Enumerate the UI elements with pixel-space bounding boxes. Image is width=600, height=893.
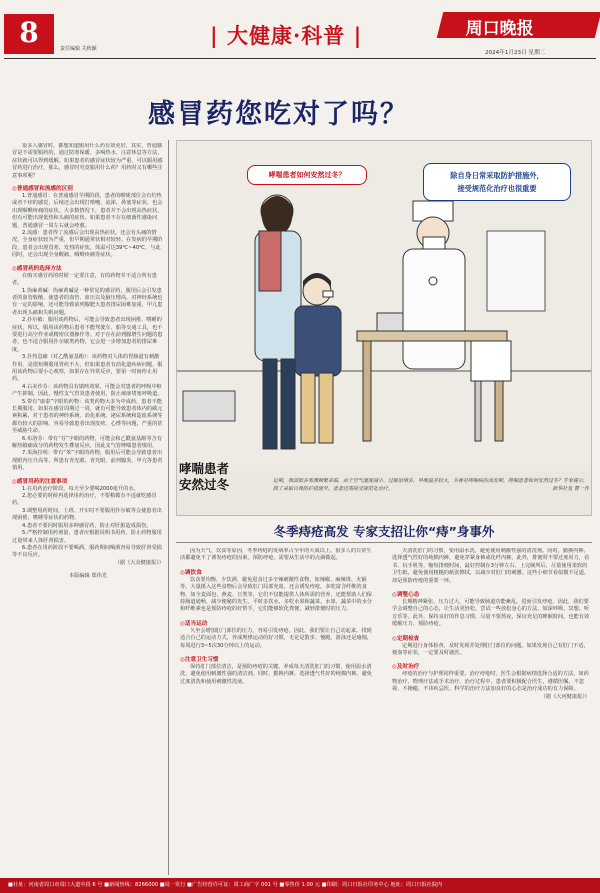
caption-text: 近期，我国很多寒潮频繁来临，由于空气湿度减小、过敏原增多，早晚温差较大，冬春是哮喘病的高发期。哮喘患者如何安然过冬？专家提示，除了采取自我防护措施外，患者还需接受规范化治疗。 [273, 478, 589, 492]
paragraph: 天清洗肛门的习惯，要用温水洗，避免使用刺激性强的清洗剂。同时，勤换内裤，选择透气性好的纯棉内裤，避免穿紧身裤或化纤内裤。此外，排便时不要过度用力，看书、玩手机等，缩短排便时间，最好控制在3分钟左右。上完厕所后，尽量使用柔软的卫生纸，避免使用粗糙的纸张擦拭，以减少对肛门的刺激。这些小细节看似微不足道，却是预防痔疮的重要一环。 [392, 548, 590, 584]
paragraph: 在购买感冒药的时候一定要注意，有的药物并不适合所有患者。 [12, 272, 157, 287]
paragraph: 痔疮的治疗与护理同样重要。治疗痔疮时，医生会根据病情选择合适的方法，如药物治疗、物理疗法或手术治疗。治疗过程中，患者要积极配合医生，遵循医嘱，不忽视、不掩瘾，不讳疾忌医，科学的治疗方法加良好的心态是治疗成功的有力保障。 [392, 671, 589, 693]
second-article-col1 [180, 548, 376, 873]
paragraph: 保持肛门部位清洁，是预防痔疮的关键。养成每天清洗肛门的习惯，使用温水清洗，避免使用刺激性强的清洁剂。同时，勤换内裤，选择透气性好的纯棉内裤。避免过度清洗和使用刺激性洗液。 [180, 664, 372, 685]
list-item: 1.伪麻黄碱：伪麻黄碱是一种常见的感冒药，服用后会引发患者的血管收缩，使患者的血管、血压以及脑压增高，对神经系统也有一定的影响，还可能导致前列腺肥大患者排尿困难加重，甲亢患者出现头痛和失眠问题。 [12, 287, 163, 316]
sub-heading: ◎调整心态 [392, 592, 420, 599]
paragraph: 长期精神紧张、压力过大，可能导致肠道功能紊乱，进而引发痔疮。因此，我们要学会调整自己的心态，让生活更轻松。尝试一些放松身心的方法，如深呼吸、冥想、听音乐等。此外，保持良好的作息习惯，尽量不要熬夜，保证充足的睡眠时间，也能有效缓解压力、预防痔疮。 [392, 599, 590, 628]
paragraph: 2.流感：患者得了流感后会出现高热症状，还会有头痛的情况，全身症状较为严重，但早期通常状相对较轻。在发病的早期阶段，患者会出现畏寒、发热的症状，体温可达39℃~40℃，与此同时，还会出现全身酸痛、咽喉疼痛等症状。 [12, 230, 163, 259]
sub-heading: ◎注意卫生习惯 [180, 657, 219, 664]
bubble-line: 接受规范化治疗也很重要 [457, 184, 537, 193]
page-number: 8 [19, 16, 39, 49]
section-heading: ◎普通感冒和流感的区别 [12, 186, 73, 193]
page-number-box [4, 14, 54, 54]
sub-heading: ◎及时治疗 [392, 664, 420, 671]
speech-bubble-answer [423, 163, 571, 201]
list-item: 3.扑热息痛（对乙酰氨基酚）：该药物对人体的胃肠道有刺激作用，是很短期服用胃疾不大，但如果患者有消化道疾病问题，服用该药物后要小心观察，如果存在异常反应，要第一时间停止用药。 [12, 354, 163, 383]
paragraph: 久坐会增加肛门部位的压力，容易引发痔疮。因此，我们要让自己动起来。找到适合自己的运动方式，养成规律运动的好习惯，无论是散步、慢跑、游泳还是瑜伽，每周进行3~5次30分钟以上的运动。 [180, 627, 372, 649]
sub-heading: ◎定期检查 [392, 635, 420, 642]
main-article-body [12, 143, 164, 878]
list-item: 5.带有“康泰”字眼的药物：该类药物大多为中成药，患者不能长期服用。如果在感冒周期过一周，就有可能导致患者体内的碳元素积累，对于患者的神经系统、消化系统、泌尿系统和造血系统等都有较大的影响。容易导致患者出现皮疹、心悸等问题，严重的甚至威胁生命。 [12, 398, 163, 435]
footer-text: ■社址：河南省周口市周口大道中段 6 号 ■新闻热线：8266000 ■周一发行 ■广告经营许可证：周工商广字 001 号 ■零售价 1.00 元 ■印刷：周口日报社印务中心 地址：周口日报社院内 [8, 882, 443, 888]
paragraph: 饮食要均衡，少饮酒，避免进食过多辛辣刺激性食物，如辣椒、麻辣烫、火锅等。大量摄入这些食物后会导致肛门局部充血，还会诱发痔疮。多吃富含纤维的食物，如全麦面包、燕麦、豆类等，它们不仅能提供人体所需的营养，还能帮助人们保持肠道通畅，减少便秘的发生。平时多饮水，多吃水果和蔬菜，水果、蔬菜中的水分和纤维素也是预防痔疮的好帮手，它们能够软化粪便，减轻排便时的压力。 [180, 576, 372, 613]
section-title: | 大健康·科普 | [210, 23, 363, 48]
editor-credit: 责任编辑 关秋颖 [60, 46, 97, 52]
illustration-panel [176, 140, 592, 516]
second-article-headline: 冬季痔疮高发 专家支招让你“痔”身事外 [273, 524, 495, 539]
caption-credit: 新华社发 曹一作 [552, 486, 589, 492]
main-headline: 感冒药您吃对了吗？ [148, 99, 409, 130]
page-header [0, 0, 600, 60]
list-item: 5.严格控制用药剂量，患者应根据说明书用药，防止药物服用过量带来人体肝肾损害。 [12, 530, 162, 544]
sub-heading: ◎调饮食 [180, 569, 202, 576]
paragraph: 1.普通感冒：在普通感冒早期阶段，患者的喉咙部位会有灼热或者干痒的感觉，后续还会出现打喷嚏、流涕、鼻塞等症状，也会出现咽喉疼痛的症状。大多数情况下，患者并不会出现高热症状，但有可能出现低热和头痛的症状。如果患者不存在细菌性感染问题，普通感冒一周左右就会痊愈。 [12, 193, 163, 229]
list-item: 2.您必要的时候再选择用药治疗，不要稍微有不适就吃感冒药。 [12, 493, 157, 507]
illustration-caption [273, 477, 589, 493]
paragraph: 因为天气、饮食等原因，冬季痔疮的发病率占全年的大成以上。很多人的日常生活都避免不了诱发痔疮的因素。预防痔疮，需要从生活中的点滴做起。 [180, 548, 372, 562]
sub-heading: ◎适当运动 [180, 620, 208, 627]
bubble-line: 除自身日常采取防护措施外， [450, 171, 544, 180]
second-article-rule [176, 542, 592, 543]
list-item: 2.扑尔敏：服用该药物后，可能会导致患者出现困倦、嗜睡的症状，所以，服用该药物后患者不能驾驶车、船等交通工具，也不要进行高空作业或精密仪器操作等。对于存在前列腺增生问题的患者，也不适合服用扑尔敏类药物，它会进一步增加患者的排尿难度。 [12, 317, 163, 353]
caption-title-line: 哮喘患者 [179, 461, 230, 476]
page-editor: 本版编辑 郑伟光 [69, 573, 107, 580]
list-item: 4.患者不要同时服用多种感冒药，防止对肝脏造成损伤。 [22, 522, 152, 529]
section-heading: ◎感冒药的选择方法 [12, 265, 62, 272]
paragraph: 定期进行身体检查，及时发现并处理肛门部位的问题。如果发现自己有肛门不适，便血等症状，一定要及时就医。 [392, 642, 589, 657]
speech-bubble-question: 哮喘患者如何安然过冬？ [247, 165, 367, 185]
list-item: 6.患者在用药阶段不要喝酒，服药期间喝酒容易导致肝肾受损等不良反应。 [12, 544, 162, 559]
list-item: 4.右美沙芬：该药物具有镇咳效果，可能会对患者的呼吸中枢产生抑制，因此，慢性支气管炎患者使用，防止痰液堵塞呼吸道。 [12, 383, 163, 398]
list-item: 1.在用药治疗阶段，每天至少要喝2000毫升的水。 [22, 485, 139, 492]
section-heading: ◎感冒用药的注意事项 [12, 478, 68, 485]
list-item: 6.布洛芬：带有“芬”字眼的药物，可能会和乙酰氨基酚等含有解热镇痛成分的药物发生叠加反应，因此支气管哮喘患者慎用。 [12, 435, 163, 450]
intro-paragraph: 很多人感冒时，都想知道服用什么药有效更好，其实，普通感冒是不需要服药的，通过防寒保暖、多喝热水、注意休息等方法，症状就可以得到缓解。如果患者的感冒症状较为严重，可以服用感冒药进行治疗，那么，感冒时究竟服用什么药？用药时又有哪些注意事项呢？ [12, 143, 163, 179]
masthead [437, 12, 600, 38]
issue-date: 2024年1月23日 星期二 [485, 50, 546, 56]
list-item: 3.调整用药时间，上班、开车时不要服用扑尔敏等会使患者出现困倦、嗜睡等症状的药物。 [12, 507, 162, 522]
article-source: （据《大河健康报》） [540, 693, 590, 700]
column-divider [168, 140, 169, 875]
newspaper-name: 周口晚报 [465, 19, 534, 39]
illustration-caption-title [179, 461, 249, 493]
caption-title-line: 安然过冬 [179, 477, 230, 492]
footer-bar [0, 878, 600, 893]
list-item: 7.苯海拉明：带有“苯”字眼的药物，服用后可能会导致患者出现眼内压升高等，所患有青光眼、青光眼、前列腺炎、甲亢等患者慎用。 [12, 450, 163, 472]
article-source: （据《大众健康报》） [114, 559, 164, 566]
header-rule [4, 58, 596, 59]
second-article-col2 [392, 548, 590, 873]
